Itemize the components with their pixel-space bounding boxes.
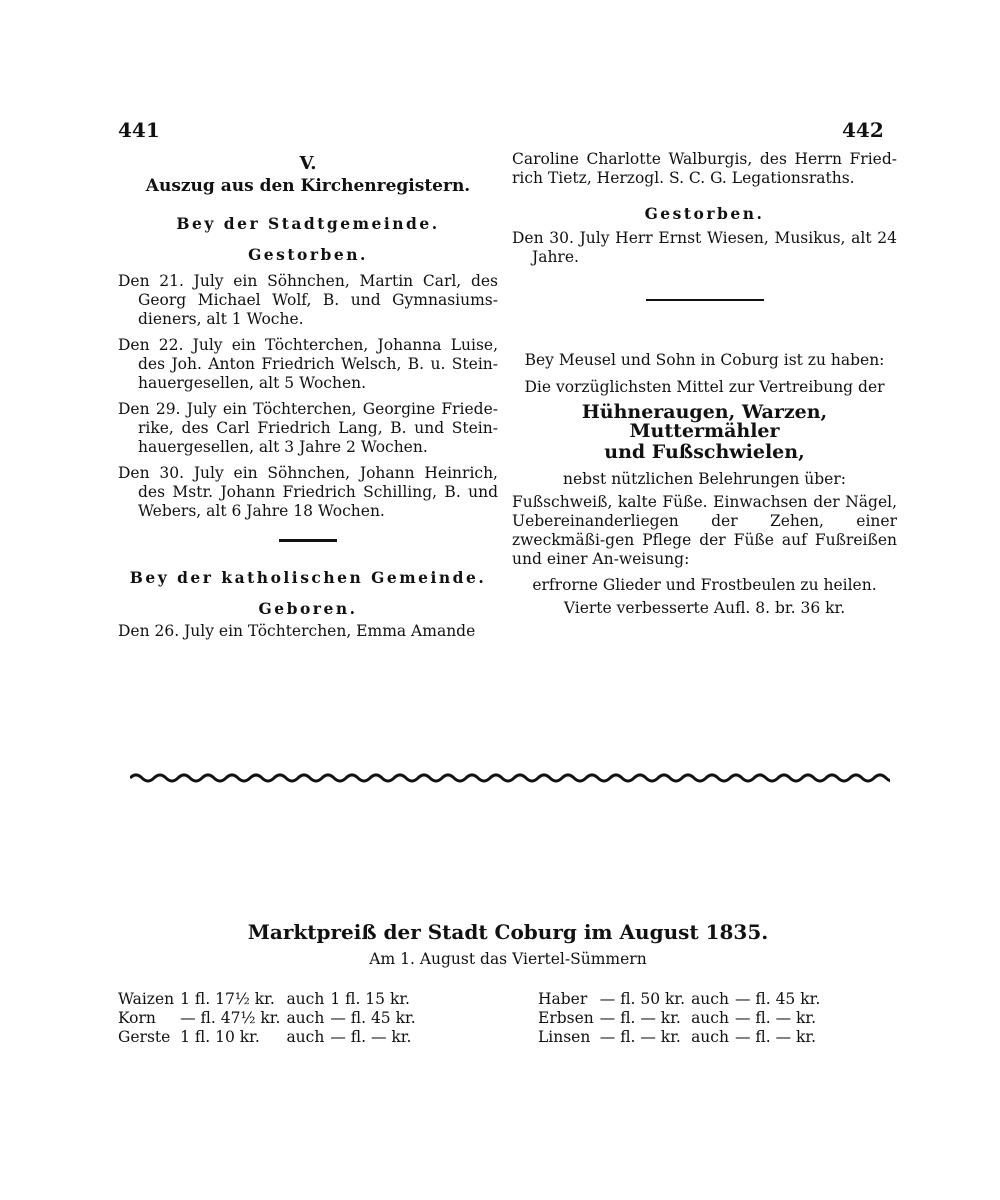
ad-note: nebst nützlichen Belehrungen über: (563, 470, 846, 488)
table-row (118, 1009, 422, 1028)
ad-topic-final: erfrorne Glieder und Frostbeulen zu heilen. (532, 576, 877, 594)
died-heading-right: Gestorben. (644, 204, 765, 223)
table-row (538, 1028, 826, 1047)
table-row (538, 990, 826, 1009)
born-heading: Geboren. (258, 599, 358, 618)
wavy-divider (130, 768, 890, 788)
ad-divider (646, 299, 764, 301)
section-numeral: V. (299, 153, 317, 174)
catholic-heading: Bey der katholischen Gemeinde. (129, 568, 487, 587)
table-row (118, 990, 422, 1009)
price-also: auch (286, 990, 325, 1008)
death-entry: Den 30. July ein Söhnchen, Johann Heinrich, des Mstr. Johann Friedrich Schilling, B. und Webers, alt 6 Jahre 18 Wochen. (118, 464, 498, 520)
market-subtitle: Am 1. August das Viertel-Sümmern (369, 950, 647, 968)
market-title: Marktpreiß der Stadt Coburg im August 1835. (247, 920, 769, 944)
price-value: 1 fl. 15 kr. (330, 990, 410, 1008)
price-item: Linsen (538, 1028, 591, 1046)
ad-publisher-line: Bey Meusel und Sohn in Coburg ist zu haben: (524, 351, 885, 369)
section-title: Auszug aus den Kirchenregistern. (145, 176, 471, 196)
price-item: Waizen (118, 990, 175, 1008)
price-also: auch (691, 1028, 729, 1046)
price-value: — fl. 45 kr. (330, 1009, 416, 1027)
price-value: 1 fl. 10 kr. (180, 1028, 260, 1046)
price-value: — fl. — kr. (734, 1028, 817, 1046)
right-column (512, 150, 897, 618)
price-value: 1 fl. 17½ kr. (180, 990, 275, 1008)
price-value: — fl. — kr. (599, 1009, 681, 1027)
ad-intro-line: Die vorzüglichsten Mittel zur Vertreibung der (524, 378, 885, 396)
price-table-left (118, 990, 422, 1047)
price-value: — fl. 45 kr. (734, 990, 821, 1008)
price-value: — fl. — kr. (599, 1028, 681, 1046)
table-row (538, 1009, 826, 1028)
ad-edition: Vierte verbesserte Aufl. 8. br. 36 kr. (563, 599, 846, 617)
death-entry: Den 21. July ein Söhnchen, Martin Carl, des Georg Michael Wolf, B. und Gymnasiums-dieners, alt 1 Woche. (118, 272, 498, 328)
table-row (118, 1028, 422, 1047)
ad-headline: Hühneraugen, Warzen, Muttermähler (581, 401, 828, 442)
death-entry: Den 22. July ein Töchterchen, Johanna Luise, des Joh. Anton Friedrich Welsch, B. u. Stein-hauergesellen, alt 5 Wochen. (118, 336, 498, 392)
price-item: Gerste (118, 1028, 171, 1046)
price-item: Erbsen (538, 1009, 594, 1027)
birth-entry: Den 26. July ein Töchterchen, Emma Amande (118, 622, 476, 640)
price-also: auch (286, 1028, 325, 1046)
price-item: Korn (118, 1009, 156, 1027)
death-entry-right: Den 30. July Herr Ernst Wiesen, Musikus, alt 24 Jahre. (512, 229, 897, 266)
price-value: — fl. 47½ kr. (180, 1009, 281, 1027)
price-value: — fl. — kr. (330, 1028, 412, 1046)
died-heading-left: Gestorben. (248, 245, 368, 264)
price-table-right (538, 990, 826, 1047)
page-number-right: 442 (842, 118, 884, 142)
price-also: auch (691, 990, 729, 1008)
price-value: — fl. — kr. (734, 1009, 817, 1027)
section-divider (279, 539, 337, 542)
left-column (118, 150, 498, 648)
page-number-left: 441 (118, 118, 160, 142)
price-value: — fl. 50 kr. (599, 990, 686, 1008)
ad-topics: Fußschweiß, kalte Füße. Einwachsen der Nägel, Uebereinanderliegen der Zehen, einer zweckmäßi-gen Pflege der Füße auf Fußreißen und einer An-weisung: (512, 493, 897, 568)
continuation-text: Caroline Charlotte Walburgis, des Herrn Fried-rich Tietz, Herzogl. S. C. G. Legationsraths. (512, 150, 897, 187)
price-item: Haber (538, 990, 588, 1008)
market-section (118, 920, 898, 968)
ad-headline-2: und Fußschwielen, (604, 441, 805, 463)
price-also: auch (691, 1009, 729, 1027)
price-also: auch (286, 1009, 325, 1027)
city-heading: Bey der Stadtgemeinde. (176, 214, 440, 233)
death-entry: Den 29. July ein Töchterchen, Georgine Friede-rike, des Carl Friedrich Lang, B. und Stein-hauergesellen, alt 3 Jahre 2 Wochen. (118, 400, 498, 456)
